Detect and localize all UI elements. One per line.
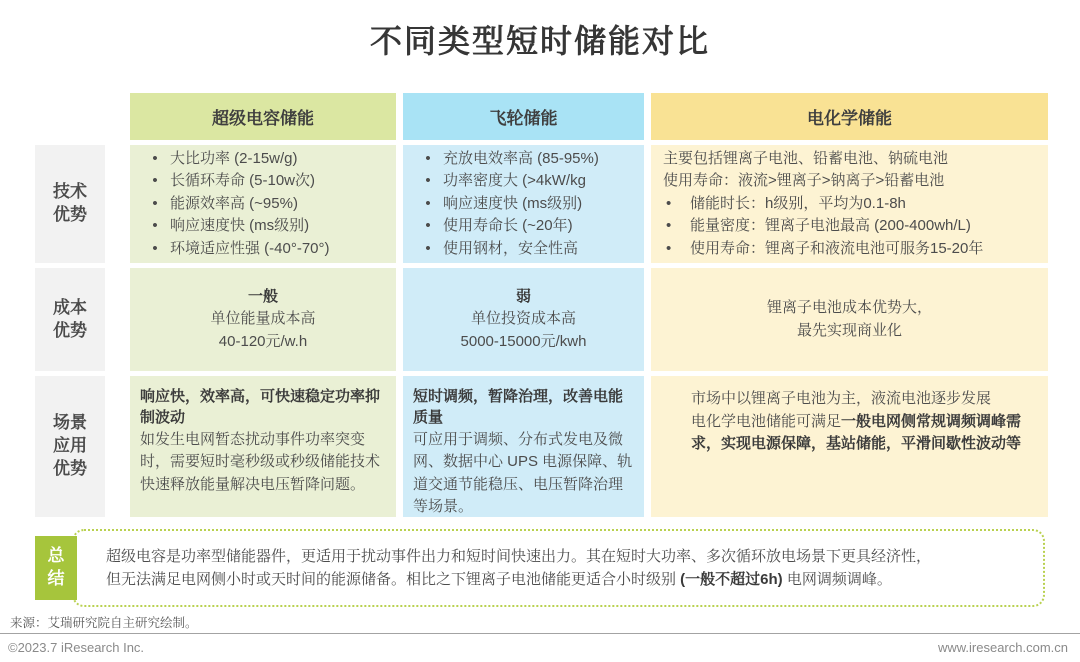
comparison-table — [35, 93, 1048, 517]
scenario-text: 可应用于调频、分布式发电及微网、数据中心 UPS 电源保障、轨道交通节能稳压、电压暂降治理等场景。 — [413, 430, 633, 516]
cost-line: 锂离子电池成本优势大， — [766, 299, 932, 316]
summary-bold-text: (一般不超过6h) — [680, 571, 783, 588]
header-supercapacitor: 超级电容储能 — [130, 93, 396, 140]
cell-scenario-supercapacitor — [130, 376, 396, 517]
tech-bullet-list — [663, 193, 1040, 261]
cost-line: 5000-15000元/kwh — [460, 332, 587, 350]
scenario-bold-text: 一般电网侧常规调频调峰需求，实现电源保障，基站储能，平滑间歇性波动等 — [691, 412, 1022, 452]
scenario-text: 如发生电网暂态扰动事件功率突变时，需要短时毫秒级或秒级储能技术快速释放能量解决电压暂降问题。 — [140, 430, 381, 493]
cost-grade: 弱 — [515, 287, 531, 305]
footer-divider — [0, 633, 1080, 634]
cost-line: 单位能量成本高 — [210, 310, 316, 328]
tech-intro-line: 主要包括锂离子电池、铅蓄电池、钠硫电池 — [663, 149, 949, 167]
cost-grade: 一般 — [247, 287, 278, 305]
cost-line: 最先实现商业化 — [796, 321, 902, 339]
cell-cost-flywheel — [403, 268, 644, 371]
bullet-item: • 能源效率高 (~95%) — [140, 193, 390, 216]
row-label-scenario — [35, 376, 105, 517]
tech-bullet-list — [140, 148, 390, 261]
header-electrochemical: 电化学储能 — [651, 93, 1048, 140]
row-label-scenario-text: 场景应用优势 — [53, 413, 87, 478]
scenario-text: 电化学电池储能可满足 — [691, 412, 842, 430]
website-text: www.iresearch.com.cn — [937, 640, 1068, 655]
bullet-item: • 使用钢材，安全性高 — [413, 238, 638, 261]
bullet-item: • 使用寿命：锂离子和液流电池可服务15-20年 — [663, 238, 1040, 261]
bullet-item: • 大比功率 (2-15w/g) — [140, 148, 390, 171]
summary-line-1: 超级电容是功率型储能器件，更适用于扰动事件出力和短时间快速出力。其在短时大功率、多次循环放电场景下更具经济性， — [106, 547, 932, 565]
scenario-lead: 响应快，效率高，可快速稳定功率抑制波动 — [140, 388, 381, 427]
tech-bullet-list — [413, 148, 638, 261]
bullet-item: • 能量密度：锂离子电池最高 (200-400wh/L) — [663, 215, 1040, 238]
row-label-tech — [35, 145, 105, 263]
bullet-item: • 储能时长：h级别，平均为0.1-8h — [663, 193, 1040, 216]
summary-text: 电网调频调峰。 — [782, 571, 892, 588]
cost-line: 单位投资成本高 — [470, 310, 576, 328]
scenario-text: 市场中以锂离子电池为主，液流电池逐步发展 — [691, 390, 992, 407]
cell-cost-electrochemical — [651, 268, 1048, 371]
bullet-item: • 使用寿命长 (~20年) — [413, 215, 638, 238]
scenario-lead: 短时调频，暂降治理，改善电能质量 — [413, 388, 624, 427]
cell-cost-supercapacitor — [130, 268, 396, 371]
cell-tech-electrochemical — [651, 145, 1048, 263]
summary-box — [72, 529, 1045, 607]
tech-intro-line: 使用寿命：液流>锂离子>钠离子>铅蓄电池 — [663, 172, 945, 190]
bullet-item: • 响应速度快 (ms级别) — [413, 193, 638, 216]
copyright-text: ©2023.7 iResearch Inc. — [8, 640, 145, 655]
page-title: 不同类型短时储能对比 — [369, 23, 710, 59]
bullet-item: • 充放电效率高 (85-95%) — [413, 148, 638, 171]
summary-label-badge — [35, 536, 77, 600]
row-label-cost-text: 成本优势 — [53, 297, 87, 340]
bullet-item: • 响应速度快 (ms级别) — [140, 215, 390, 238]
bullet-item: • 功率密度大 (>4kW/kg — [413, 170, 638, 193]
row-label-cost — [35, 268, 105, 371]
cell-tech-supercapacitor — [130, 145, 396, 263]
cell-tech-flywheel — [403, 145, 644, 263]
row-label-tech-text: 技术优势 — [53, 182, 87, 224]
summary-line-2 — [106, 568, 1019, 591]
cell-scenario-electrochemical — [651, 376, 1048, 517]
header-flywheel: 飞轮储能 — [403, 93, 644, 140]
summary-text: 但无法满足电网侧小时或天时间的能源储备。相比之下锂离子电池储能更适合小时级别 — [106, 571, 681, 588]
cell-scenario-flywheel — [403, 376, 644, 517]
bullet-item: • 长循环寿命 (5-10w次) — [140, 170, 390, 193]
summary-label-text: 总结 — [47, 546, 65, 588]
bullet-item: • 环境适应性强 (-40°-70°) — [140, 238, 390, 261]
source-note: 来源：艾瑞研究院自主研究绘制。 — [10, 616, 198, 630]
cost-line: 40-120元/w.h — [218, 332, 308, 350]
